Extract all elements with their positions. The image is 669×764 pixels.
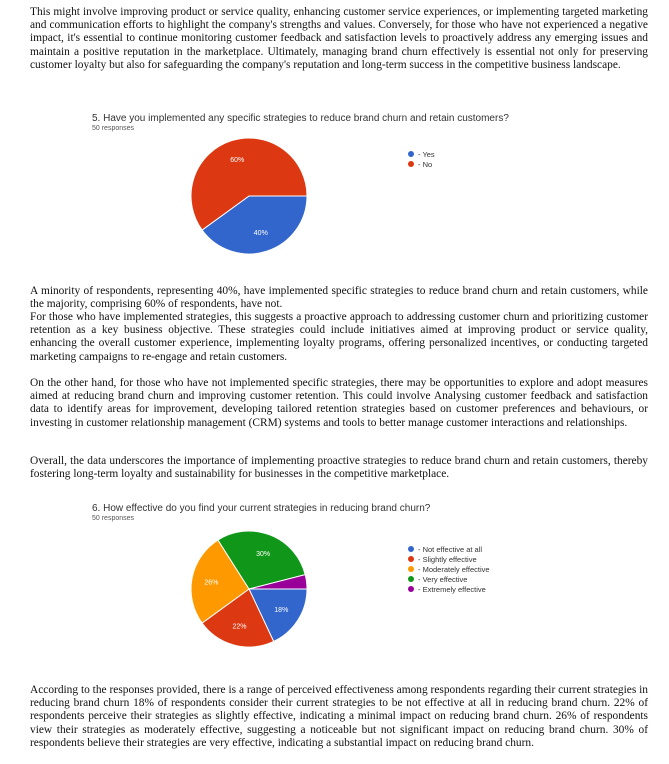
pie-slice-label: 22%	[232, 623, 247, 631]
legend-label: - Extremely effective	[418, 584, 486, 594]
legend-swatch	[408, 546, 414, 552]
legend-swatch	[408, 556, 414, 562]
pie-chart	[92, 503, 572, 673]
chart-subtitle: 50 responses	[92, 515, 135, 522]
paragraph-overall: Overall, the data underscores the importance of implementing proactive strategies to reduce brand churn and retain customers, thereby fostering long-term loyalty and sustainability for businesses in the competitive marketplace.	[30, 455, 648, 481]
legend-item	[408, 554, 490, 564]
legend-label: - Not effective at all	[418, 544, 483, 554]
pie-slice-label: 26%	[204, 579, 219, 587]
legend-label: - Moderately effective	[418, 564, 490, 574]
legend-item	[408, 149, 435, 159]
legend-swatch	[408, 161, 414, 167]
legend-item	[408, 544, 490, 554]
legend-label: - Slightly effective	[418, 554, 477, 564]
legend-item	[408, 574, 490, 584]
legend-swatch	[408, 576, 414, 582]
legend-label: - No	[418, 159, 433, 169]
chart-legend	[408, 544, 490, 594]
paragraph-not-implemented: On the other hand, for those who have not implemented specific strategies, there may be opportunities to explore and adopt measures aimed at reducing brand churn and improving customer retention. This could involve Analysing customer feedback and satisfaction data to identify areas for improvement, developing tailored retention strategies based on customer preferences and behaviours, or investing in customer relationship management (CRM) systems and tools to better manage customer interactions and relationships.	[30, 377, 648, 429]
chart-strategies-implemented	[92, 113, 572, 283]
pie-slice-label: 30%	[256, 550, 271, 558]
paragraph-intro: This might involve improving product or service quality, enhancing customer service experiences, or implementing targeted marketing and communication efforts to highlight the company's strengths and values. Conversely, for those who have not experienced a negative impact, it's essential to continue monitoring customer feedback and satisfaction levels to proactively address any emerging issues and maintain a positive reputation in the marketplace. Ultimately, managing brand churn effectively is essential not only for preserving customer loyalty but also for safeguarding the company's reputation and long-term success in the competitive business landscape.	[30, 6, 648, 71]
legend-item	[408, 584, 490, 594]
pie-slice-label: 18%	[274, 607, 289, 614]
legend-swatch	[408, 566, 414, 572]
pie-slice-label: 60%	[230, 157, 245, 165]
chart-title: 5. Have you implemented any specific strategies to reduce brand churn and retain customers?	[92, 113, 509, 124]
legend-label: - Very effective	[418, 574, 468, 584]
legend-swatch	[408, 586, 414, 592]
legend-label: - Yes	[418, 149, 435, 159]
pie-slice-label: 40%	[253, 229, 268, 237]
chart-legend	[408, 149, 435, 169]
chart-strategy-effectiveness	[92, 503, 572, 673]
paragraph-implemented: For those who have implemented strategies, this suggests a proactive approach to addressing customer churn and prioritizing customer retention as a key business objective. These strategies could include initiatives aimed at improving product or service quality, enhancing the overall customer experience, implementing loyalty programs, offering personalized incentives, or conducting targeted marketing campaigns to re-engage and retain customers.	[30, 311, 648, 363]
legend-item	[408, 564, 490, 574]
chart-subtitle: 50 responses	[92, 125, 135, 132]
chart-title: 6. How effective do you find your current strategies in reducing brand churn?	[92, 503, 431, 514]
legend-swatch	[408, 151, 414, 157]
paragraph-strategies-summary: A minority of respondents, representing 40%, have implemented specific strategies to reduce brand churn and retain customers, while the majority, comprising 60% of respondents, have not.	[30, 285, 648, 311]
paragraph-effectiveness-summary: According to the responses provided, there is a range of perceived effectiveness among respondents regarding their current strategies in reducing brand churn 18% of respondents consider their current strategies to be not effective at all in reducing brand churn. 22% of respondents perceive their strategies as slightly effective, indicating a minimal impact on reducing brand churn. 26% of respondents view their strategies as moderately effective, suggesting a noticeable but not significant impact on reducing brand churn. 30% of respondents believe their strategies are very effective, indicating a substantial impact on reducing brand churn.	[30, 684, 648, 749]
pie-chart	[92, 113, 572, 283]
legend-item	[408, 159, 435, 169]
